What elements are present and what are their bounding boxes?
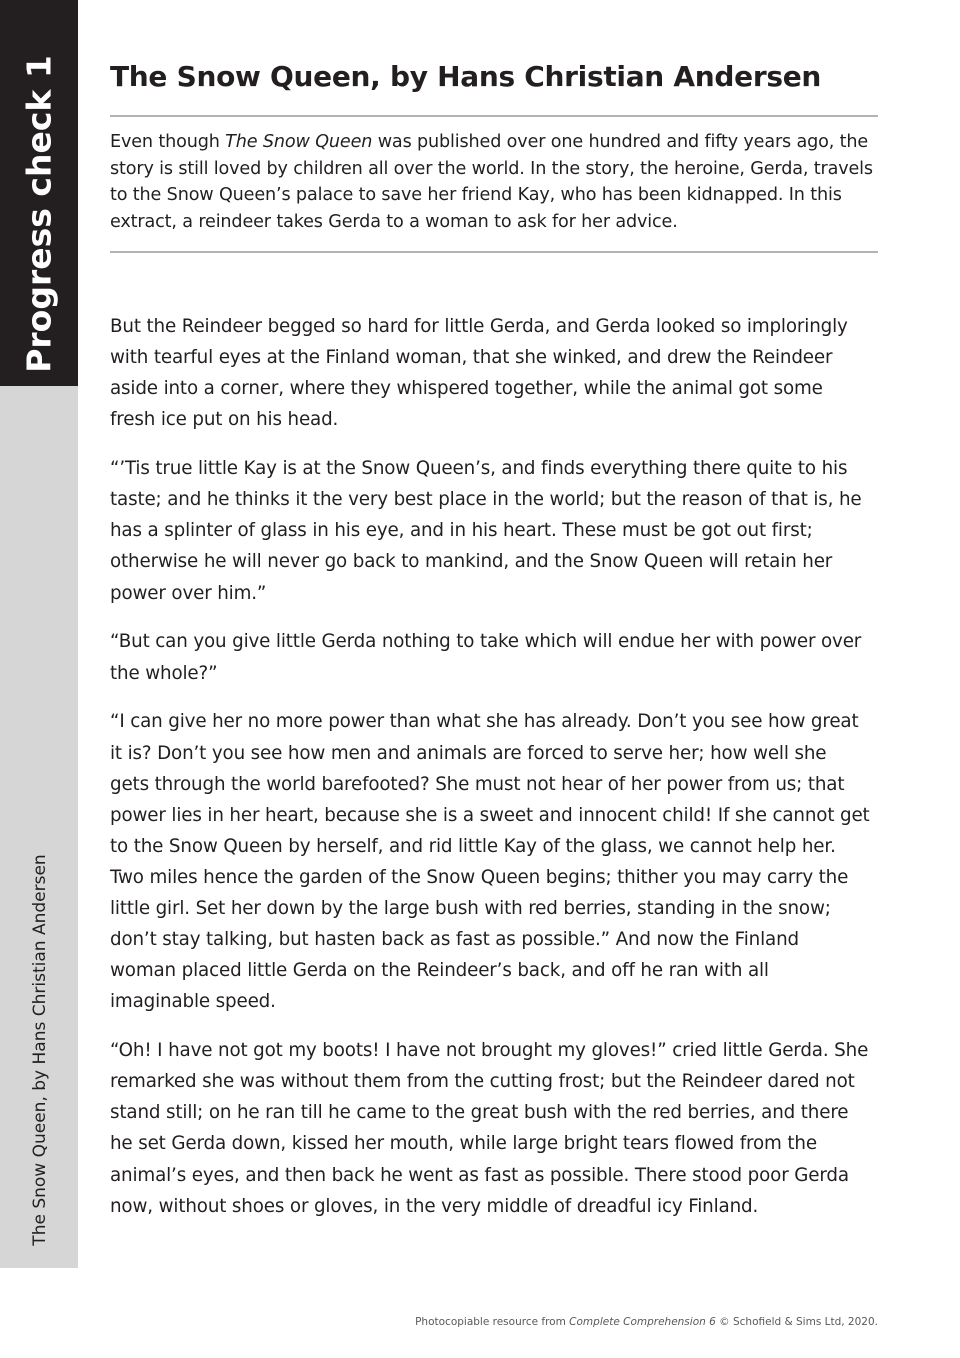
extract-paragraph: “But can you give little Gerda nothing to take which will endue her with power over the whole?”	[110, 631, 862, 684]
footer-prefix: Photocopiable resource from	[415, 1316, 570, 1328]
story-extract	[110, 311, 870, 1240]
extract-paragraph: But the Reindeer begged so hard for little Gerda, and Gerda looked so imploringly with tearful eyes at the Finland woman, that she winked, and drew the Reindeer aside into a corner, where they whispered together, while the animal got some fresh ice put on his head.	[110, 316, 848, 431]
intro-paragraph	[110, 129, 885, 236]
copyright-footer	[415, 1316, 878, 1328]
section-label: Progress check 1	[19, 55, 59, 373]
extract-paragraph: “Oh! I have not got my boots! I have not brought my gloves!” cried little Gerda. She remarked she was without them from the cutting frost; but the Reindeer dared not stand still; on he ran till he came to the great bush with the red berries, and there he set Gerda down, kissed her mouth, while large bright tears flowed from the animal’s eyes, and then back he went as fast as possible. There stood poor Gerda now, without shoes or gloves, in the very middle of dreadful icy Finland.	[110, 1040, 869, 1217]
footer-book-title: Complete Comprehension 6	[569, 1316, 716, 1328]
extract-paragraph: “I can give her no more power than what she has already. Don’t you see how great it is? Don’t you see how men and animals are forced to serve her; how well she gets through the world barefooted? She must not hear of her power from us; that power lies in her heart, because she is a sweet and innocent child! If she cannot get to the Snow Queen by herself, and rid little Kay of the glass, we cannot help her. Two miles hence the garden of the Snow Queen begins; thither you may carry the little girl. Set her down by the large bush with red berries, standing in the snow; don’t stay talking, but hasten back as fast as possible.” And now the Finland woman placed little Gerda on the Reindeer’s back, and off he ran with all imaginable speed.	[110, 711, 870, 1013]
footer-suffix: © Schofield & Sims Ltd, 2020.	[715, 1316, 878, 1328]
extract-paragraph: “’Tis true little Kay is at the Snow Queen’s, and finds everything there quite to his taste; and he thinks it the very best place in the world; but the reason of that is, he has a splinter of glass in his eye, and in his heart. These must be got out first; otherwise he will never go back to mankind, and the Snow Queen will retain her power over him.”	[110, 458, 862, 604]
intro-text-start: Even though	[110, 132, 226, 152]
intro-text-end: was published over one hundred and fifty years ago, the story is still loved by children all over the world. In the story, the heroine, Gerda, travels to the Snow Queen’s palace to save her friend Kay, who has been kidnapped. In this extract, a reindeer takes Gerda to a woman to ask for her advice.	[110, 132, 873, 233]
title-divider	[110, 115, 878, 117]
running-title: The Snow Queen, by Hans Christian Andersen	[30, 854, 50, 1246]
intro-book-title: The Snow Queen	[225, 132, 373, 152]
page-title: The Snow Queen, by Hans Christian Andersen	[110, 60, 822, 93]
intro-divider	[110, 251, 878, 253]
